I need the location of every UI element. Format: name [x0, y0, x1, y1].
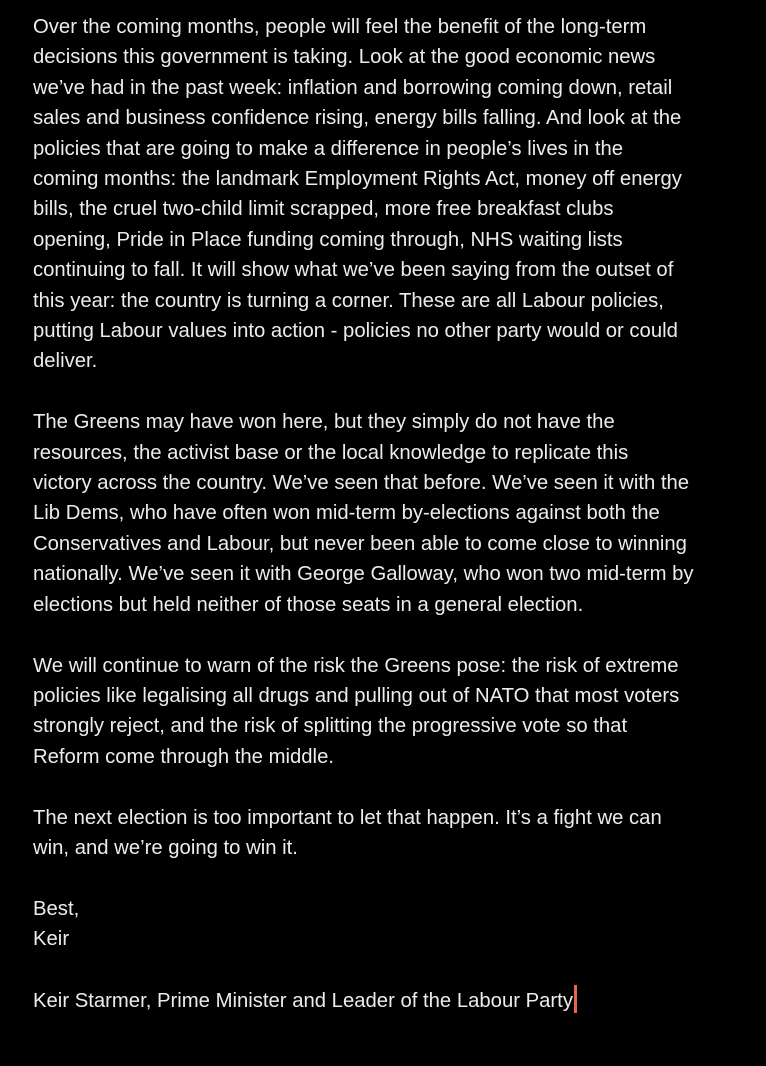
- text-line: opening, Pride in Place funding coming through, NHS waiting lists: [33, 228, 623, 251]
- text-line: putting Labour values into action - policies no other party would or could: [33, 320, 678, 343]
- signature-line: [33, 985, 761, 1016]
- text-line: Conservatives and Labour, but never been able to come close to winning: [33, 532, 687, 555]
- text-line: decisions this government is taking. Look at the good economic news: [33, 46, 656, 69]
- text-line: win, and we’re going to win it.: [33, 836, 298, 859]
- text-line: continuing to fall. It will show what we’ve been saying from the outset of: [33, 259, 674, 282]
- letter-body[interactable]: [33, 12, 761, 1016]
- signoff: [33, 894, 761, 955]
- text-line: this year: the country is turning a corner. These are all Labour policies,: [33, 289, 664, 312]
- text-line: nationally. We’ve seen it with George Galloway, who won two mid-term by: [33, 563, 694, 586]
- paragraph-1: [33, 12, 761, 377]
- text-line: The next election is too important to let that happen. It’s a fight we can: [33, 806, 662, 829]
- text-line: we’ve had in the past week: inflation and borrowing coming down, retail: [33, 76, 673, 99]
- paragraph-4: [33, 803, 761, 864]
- text-line: Reform come through the middle.: [33, 745, 334, 768]
- paragraph-2: [33, 407, 761, 620]
- signature-text: Keir Starmer, Prime Minister and Leader of the Labour Party: [33, 989, 573, 1012]
- text-line: policies like legalising all drugs and pulling out of NATO that most voters: [33, 684, 680, 707]
- text-line: elections but held neither of those seats in a general election.: [33, 593, 584, 616]
- text-line: We will continue to warn of the risk the Greens pose: the risk of extreme: [33, 654, 679, 677]
- text-line: resources, the activist base or the local knowledge to replicate this: [33, 441, 629, 464]
- text-line: policies that are going to make a difference in people’s lives in the: [33, 137, 624, 160]
- text-line: sales and business confidence rising, energy bills falling. And look at the: [33, 107, 682, 130]
- text-line: The Greens may have won here, but they simply do not have the: [33, 411, 615, 434]
- text-line: coming months: the landmark Employment Rights Act, money off energy: [33, 168, 682, 191]
- text-line: victory across the country. We’ve seen that before. We’ve seen it with the: [33, 472, 690, 495]
- paragraph-3: [33, 651, 761, 773]
- text-line: Lib Dems, who have often won mid-term by-elections against both the: [33, 502, 660, 525]
- signoff-name: Keir: [33, 928, 70, 951]
- text-line: strongly reject, and the risk of splitting the progressive vote so that: [33, 715, 628, 738]
- text-line: deliver.: [33, 350, 98, 373]
- signoff-greeting: Best,: [33, 897, 80, 920]
- text-line: bills, the cruel two-child limit scrapped, more free breakfast clubs: [33, 198, 614, 221]
- text-cursor: [574, 985, 577, 1013]
- text-line: Over the coming months, people will feel the benefit of the long-term: [33, 16, 647, 38]
